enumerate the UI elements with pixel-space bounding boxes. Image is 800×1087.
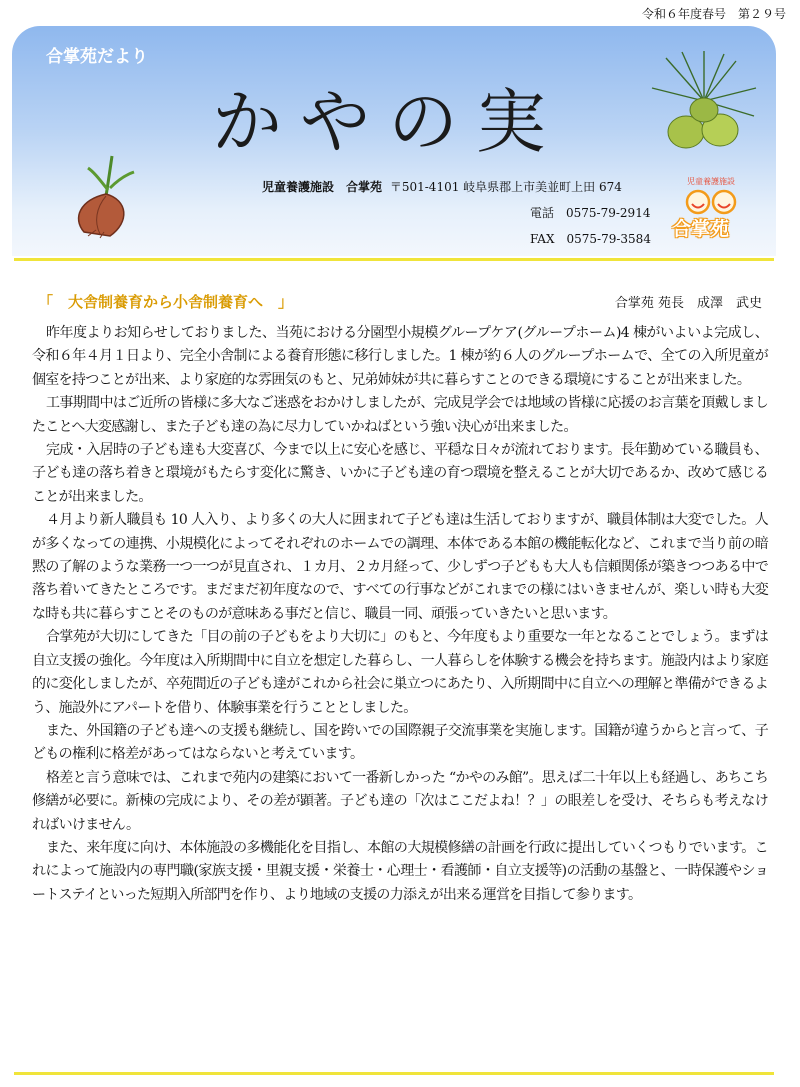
paragraph: また、外国籍の子ども達への支援も継続し、国を跨いでの国際親子交流事業を実施します。国籍が違うからと言って、子どもの権利に格差があってはならないと考えています。 bbox=[32, 722, 768, 763]
footer-divider bbox=[14, 1072, 774, 1075]
org-name: 児童養護施設 合掌苑 bbox=[262, 180, 383, 194]
logo-text: 合掌苑 bbox=[672, 218, 730, 240]
article-body bbox=[32, 322, 768, 907]
phone-number: 電話 0575-79-2914 bbox=[530, 206, 651, 220]
paragraph: 昨年度よりお知らせしておりました、当苑における分園型小規模グループケア(グループホーム)4 棟がいよいよ完成し、令和６年４月１日より、完全小舎制による養育形態に移行しました。1 棟が約６人のグループホームで、全ての入所児童が個室を持つことが出来、より家庭的な雰囲気のもと、兄弟姉妹が共に暮らすことのできる環境にすることが出来ました。 bbox=[32, 325, 768, 388]
newsletter-tagline: 合掌苑だより bbox=[46, 47, 148, 67]
article-author: 合掌苑 苑長 成澤 武史 bbox=[614, 296, 762, 311]
org-name-address bbox=[262, 178, 622, 195]
gassho-en-logo bbox=[666, 176, 756, 248]
paragraph: また、来年度に向け、本体施設の多機能化を目指し、本館の大規模修繕の計画を行政に提出していくつもりでいます。これによって施設内の専門職(家族支援・里親支援・栄養士・心理士・看護師・自立支援等)の活動の基盤と、一時保護やショートステイといった短期入所部門を作り、より地域の支援の力添えが出来る運営を目指して参ります。 bbox=[32, 839, 768, 903]
onion-bulb-illustration bbox=[66, 144, 146, 244]
paragraph: 合掌苑が大切にしてきた「目の前の子どもをより大切に」のもと、今年度もより重要な一年となることでしょう。まずは自立支援の強化。今年度は入所期間中に自立を想定した暮らし、一人暮らしを体験する機会を持ちます。施設内はより家庭的に変化しましたが、卒苑間近の子ども達がこれから社会に巣立つにあたり、入所期間中に自立への理解と準備ができるよう、施設外にアパートを借り、体験事業を行うこととしました。 bbox=[32, 629, 768, 716]
newsletter-header bbox=[12, 26, 776, 256]
header-divider bbox=[14, 258, 774, 261]
logo-caption: 児童養護施設 bbox=[687, 177, 735, 186]
org-address: 〒501-4101 岐阜県郡上市美並町上田 674 bbox=[389, 180, 622, 194]
fax-number: FAX 0575-79-3584 bbox=[530, 232, 651, 246]
paragraph: 工事期間中はご近所の皆様に多大なご迷惑をおかけしましたが、完成見学会では地域の皆様に応援のお言葉を頂戴しましたことへ大変感謝し、また子ども達の為に尽力していかねばという強い決心が出来ました。 bbox=[32, 395, 768, 435]
paragraph: 格差と言う意味では、これまで苑内の建築において一番新しかった “かやのみ館”。思えば二十年以上も経過し、あちこち修繕が必要に。新棟の完成により、その差が顕著。子ども達の「次はここだよね！？」の眼差しを受け、そちらも考えなければいけません。 bbox=[32, 769, 768, 833]
paragraph: ４月より新人職員も 10 人入り、より多くの大人に囲まれて子ども達は生活しておりますが、職員体制は大変でした。人が多くなっての連携、小規模化によってそれぞれのホームでの調理、本体である本館の機能転化など、これまで当り前の暗黙の了解のような業務一つ一つが見直され、１カ月、２カ月経って、少しずつ子どもも大人も信頼関係が築きつつある中で落ち着いてきたところです。まだまだ初年度なので、すべての行事などがこれまでの様にはいきませんが、楽しい時も大変な時も共に暮らすことそのものが意味ある事だと信じ、職員一同、頑張っていきたいと思います。 bbox=[32, 512, 768, 622]
paragraph: 完成・入居時の子ども達も大変喜び、今まで以上に安心を感じ、平穏な日々が流れております。長年勤めている職員も、子ども達の落ち着きと環境がもたらす変化に驚き、いかに子ども達の育つ環境を整えることが大切であるか、改めて感じることが出来ました。 bbox=[32, 442, 768, 505]
kaya-nut-illustration bbox=[644, 46, 764, 166]
issue-number: 令和６年度春号 第２９号 bbox=[641, 7, 786, 21]
article-headline: 「 大舎制養育から小舎制養育へ 」 bbox=[38, 293, 294, 311]
smiley-faces-icon bbox=[684, 188, 738, 216]
newsletter-title: かやの実 bbox=[212, 81, 564, 163]
